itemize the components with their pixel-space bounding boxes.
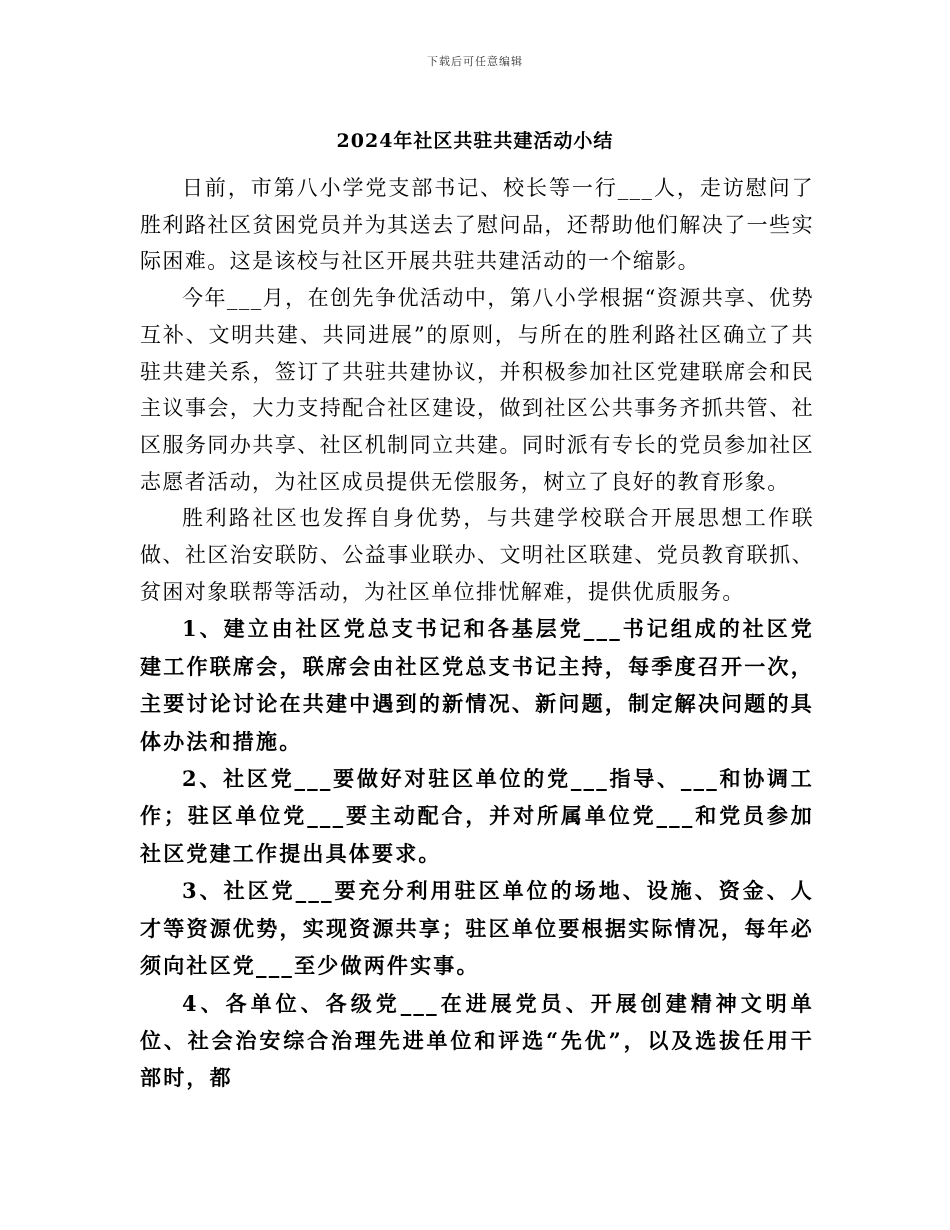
paragraph-intro: 日前，市第八小学党支部书记、校长等一行___人，走访慰问了胜利路社区贫困党员并为其送去了慰问品，还帮助他们解决了一些实际困难。这是该校与社区开展共驻共建活动的一个缩影。 — [140, 176, 814, 274]
document-title: 2024年社区共驻共建活动小结 — [336, 130, 614, 152]
paragraph-cooperation: 今年___月，在创先争优活动中，第八小学根据“资源共享、优势互补、文明共建、共同进展”的原则，与所在的胜利路社区确立了共驻共建关系，签订了共驻共建协议，并积极参加社区党建联席会和民主议事会，大力支持配合社区建设，做到社区公共事务齐抓共管、社区服务同办共享、社区机制同立共建。同时派有专长的党员参加社区志愿者活动，为社区成员提供无偿服务，树立了良好的教育形象。 — [140, 286, 814, 494]
list-item-3: 3、社区党___要充分利用驻区单位的场地、设施、资金、人才等资源优势，实现资源共享；驻区单位要根据实际情况，每年必须向社区党___至少做两件实事。 — [140, 878, 814, 979]
list-item-2: 2、社区党___要做好对驻区单位的党___指导、___和协调工作；驻区单位党___要主动配合，并对所属单位党___和党员参加社区党建工作提出具体要求。 — [140, 766, 814, 866]
paragraph-community: 胜利路社区也发挥自身优势，与共建学校联合开展思想工作联做、社区治安联防、公益事业联办、文明社区联建、党员教育联抓、贫困对象联帮等活动，为社区单位排忧解难，提供优质服务。 — [140, 506, 814, 604]
list-item-1: 1、建立由社区党总支书记和各基层党___书记组成的社区党建工作联席会，联席会由社区党总支书记主持，每季度召开一次，主要讨论讨论在共建中遇到的新情况、新问题，制定解决问题的具体办法和措施。 — [140, 616, 814, 754]
document-body — [140, 170, 814, 1097]
header-note: 下载后可任意编辑 — [427, 55, 523, 68]
list-item-4: 4、各单位、各级党___在进展党员、开展创建精神文明单位、社会治安综合治理先进单位和评选“先优”，以及选拔任用干部时，都 — [140, 990, 814, 1091]
